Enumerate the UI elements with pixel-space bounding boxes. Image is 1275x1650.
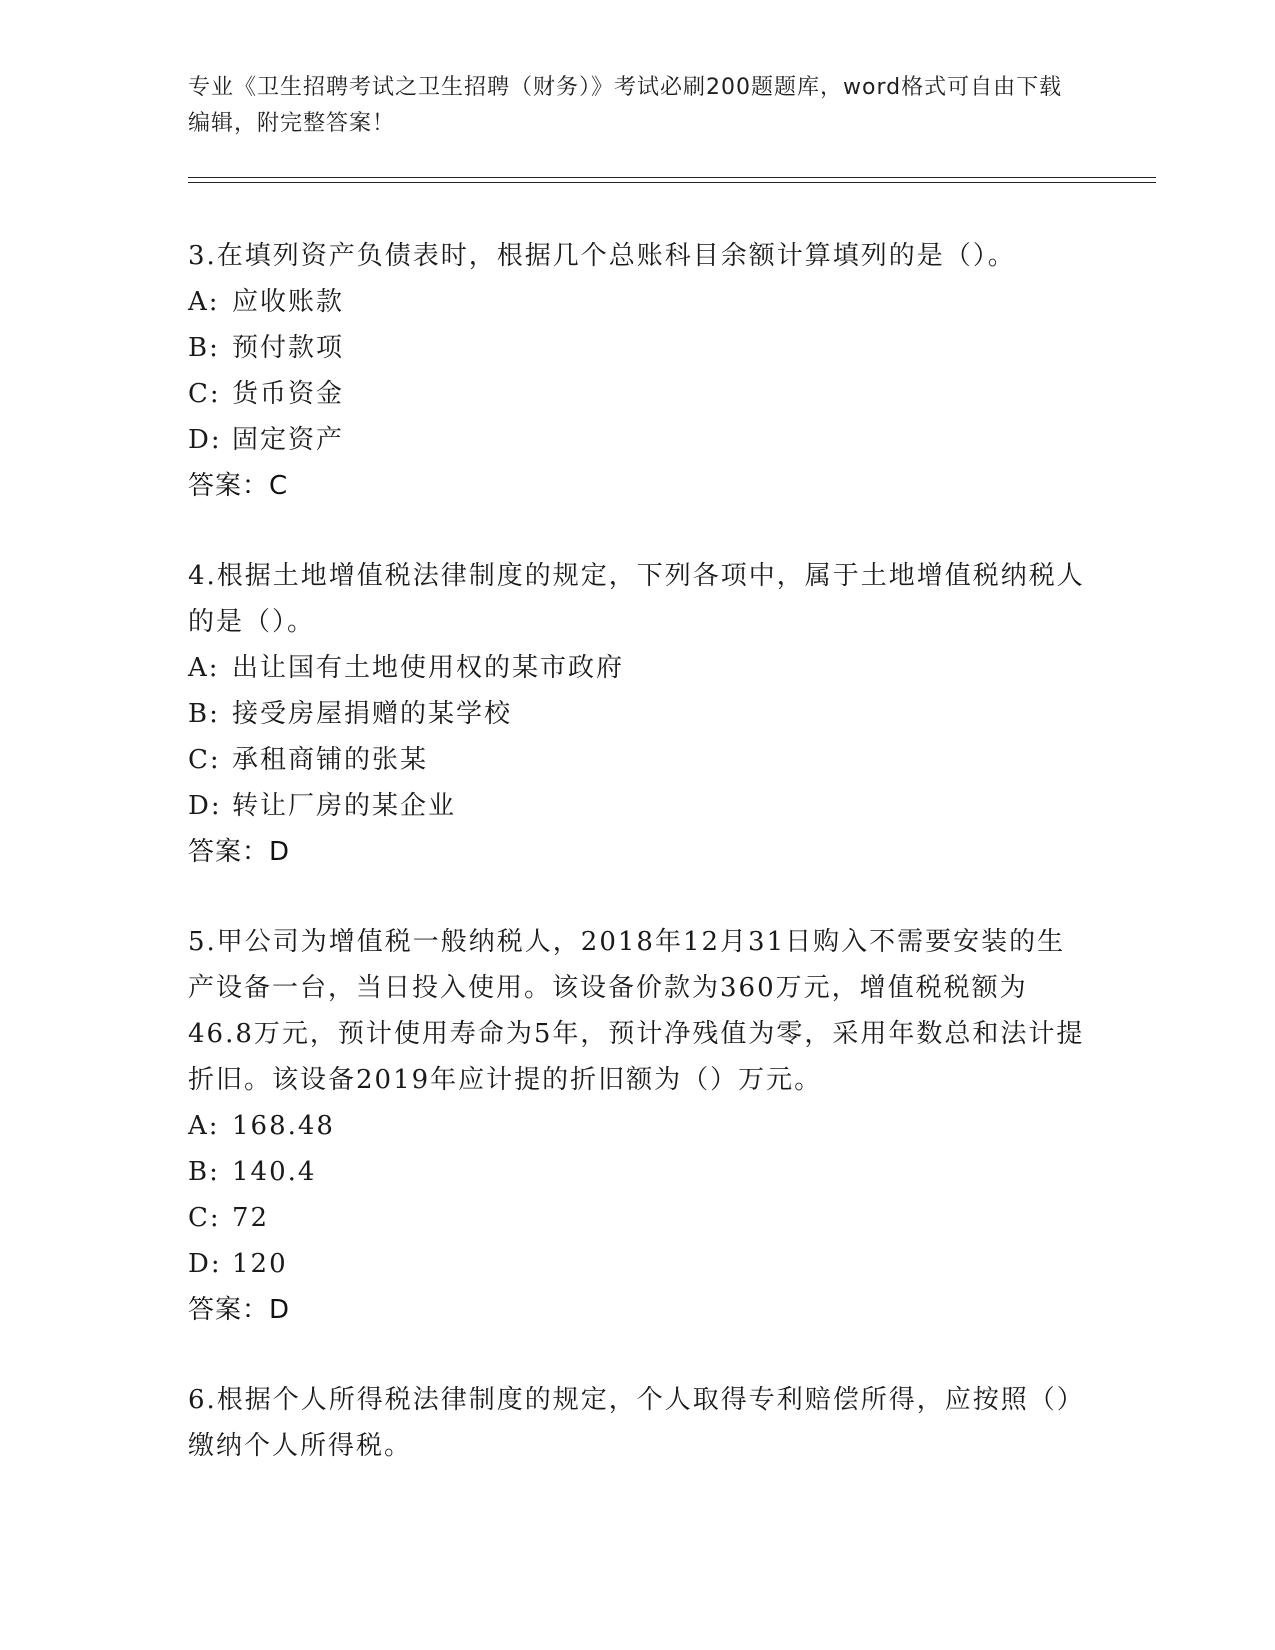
option-a [188,279,1088,325]
question-stem: 5.甲公司为增值税一般纳税人，2018年12月31日购入不需要安装的生产设备一台，当日投入使用。该设备价款为360万元，增值税税额为46.8万元，预计使用寿命为5年，预计净残值为零，采用年数总和法计提折旧。该设备2019年应计提的折旧额为（）万元。 [188,927,1085,1095]
option-b [188,1149,1088,1195]
option-letter: B: [188,1157,220,1187]
option-d [188,417,1088,463]
question-stem: 3.在填列资产负债表时，根据几个总账科目余额计算填列的是（）。 [188,241,1016,271]
question-stem: 4.根据土地增值税法律制度的规定，下列各项中，属于土地增值税纳税人的是（）。 [188,561,1085,637]
option-letter: C: [188,379,221,409]
option-text: 转让厂房的某企业 [232,791,457,821]
option-letter: C: [188,1203,221,1233]
option-letter: D: [188,791,222,821]
option-c [188,371,1088,417]
option-letter: A: [188,287,220,317]
option-text: 预付款项 [232,333,345,363]
answer-line: 答案：C [188,471,289,501]
option-d [188,1241,1088,1287]
option-letter: D: [188,1249,222,1279]
option-letter: B: [188,333,220,363]
option-text: 固定资产 [232,425,345,455]
option-text: 应收账款 [232,287,345,317]
option-text: 接受房屋捐赠的某学校 [232,699,513,729]
option-c [188,737,1088,783]
option-letter: C: [188,745,221,775]
question-6 [188,1377,1088,1469]
question-stem: 6.根据个人所得税法律制度的规定，个人取得专利赔偿所得，应按照（）缴纳个人所得税。 [188,1385,1085,1461]
answer-line: 答案：D [188,837,291,867]
option-d [188,783,1088,829]
option-letter: D: [188,425,222,455]
option-text: 72 [232,1203,270,1233]
option-text: 120 [232,1249,288,1279]
option-a [188,645,1088,691]
option-letter: A: [188,1111,220,1141]
question-3 [188,233,1088,509]
option-letter: B: [188,699,220,729]
option-a [188,1103,1088,1149]
question-4 [188,553,1088,875]
option-text: 承租商铺的张某 [232,745,429,775]
question-list [188,233,1088,1513]
option-text: 货币资金 [232,379,345,409]
header-divider-bottom [188,182,1156,183]
header-divider-top [188,177,1156,178]
option-b [188,325,1088,371]
option-c [188,1195,1088,1241]
option-text: 出让国有土地使用权的某市政府 [232,653,625,683]
option-letter: A: [188,653,220,683]
option-text: 168.48 [232,1111,335,1141]
option-b [188,691,1088,737]
document-header: 专业《卫生招聘考试之卫生招聘（财务）》考试必刷200题题库，word格式可自由下载编辑，附完整答案！ [188,75,1063,136]
answer-line: 答案：D [188,1295,291,1325]
option-text: 140.4 [232,1157,317,1187]
question-5 [188,919,1088,1333]
